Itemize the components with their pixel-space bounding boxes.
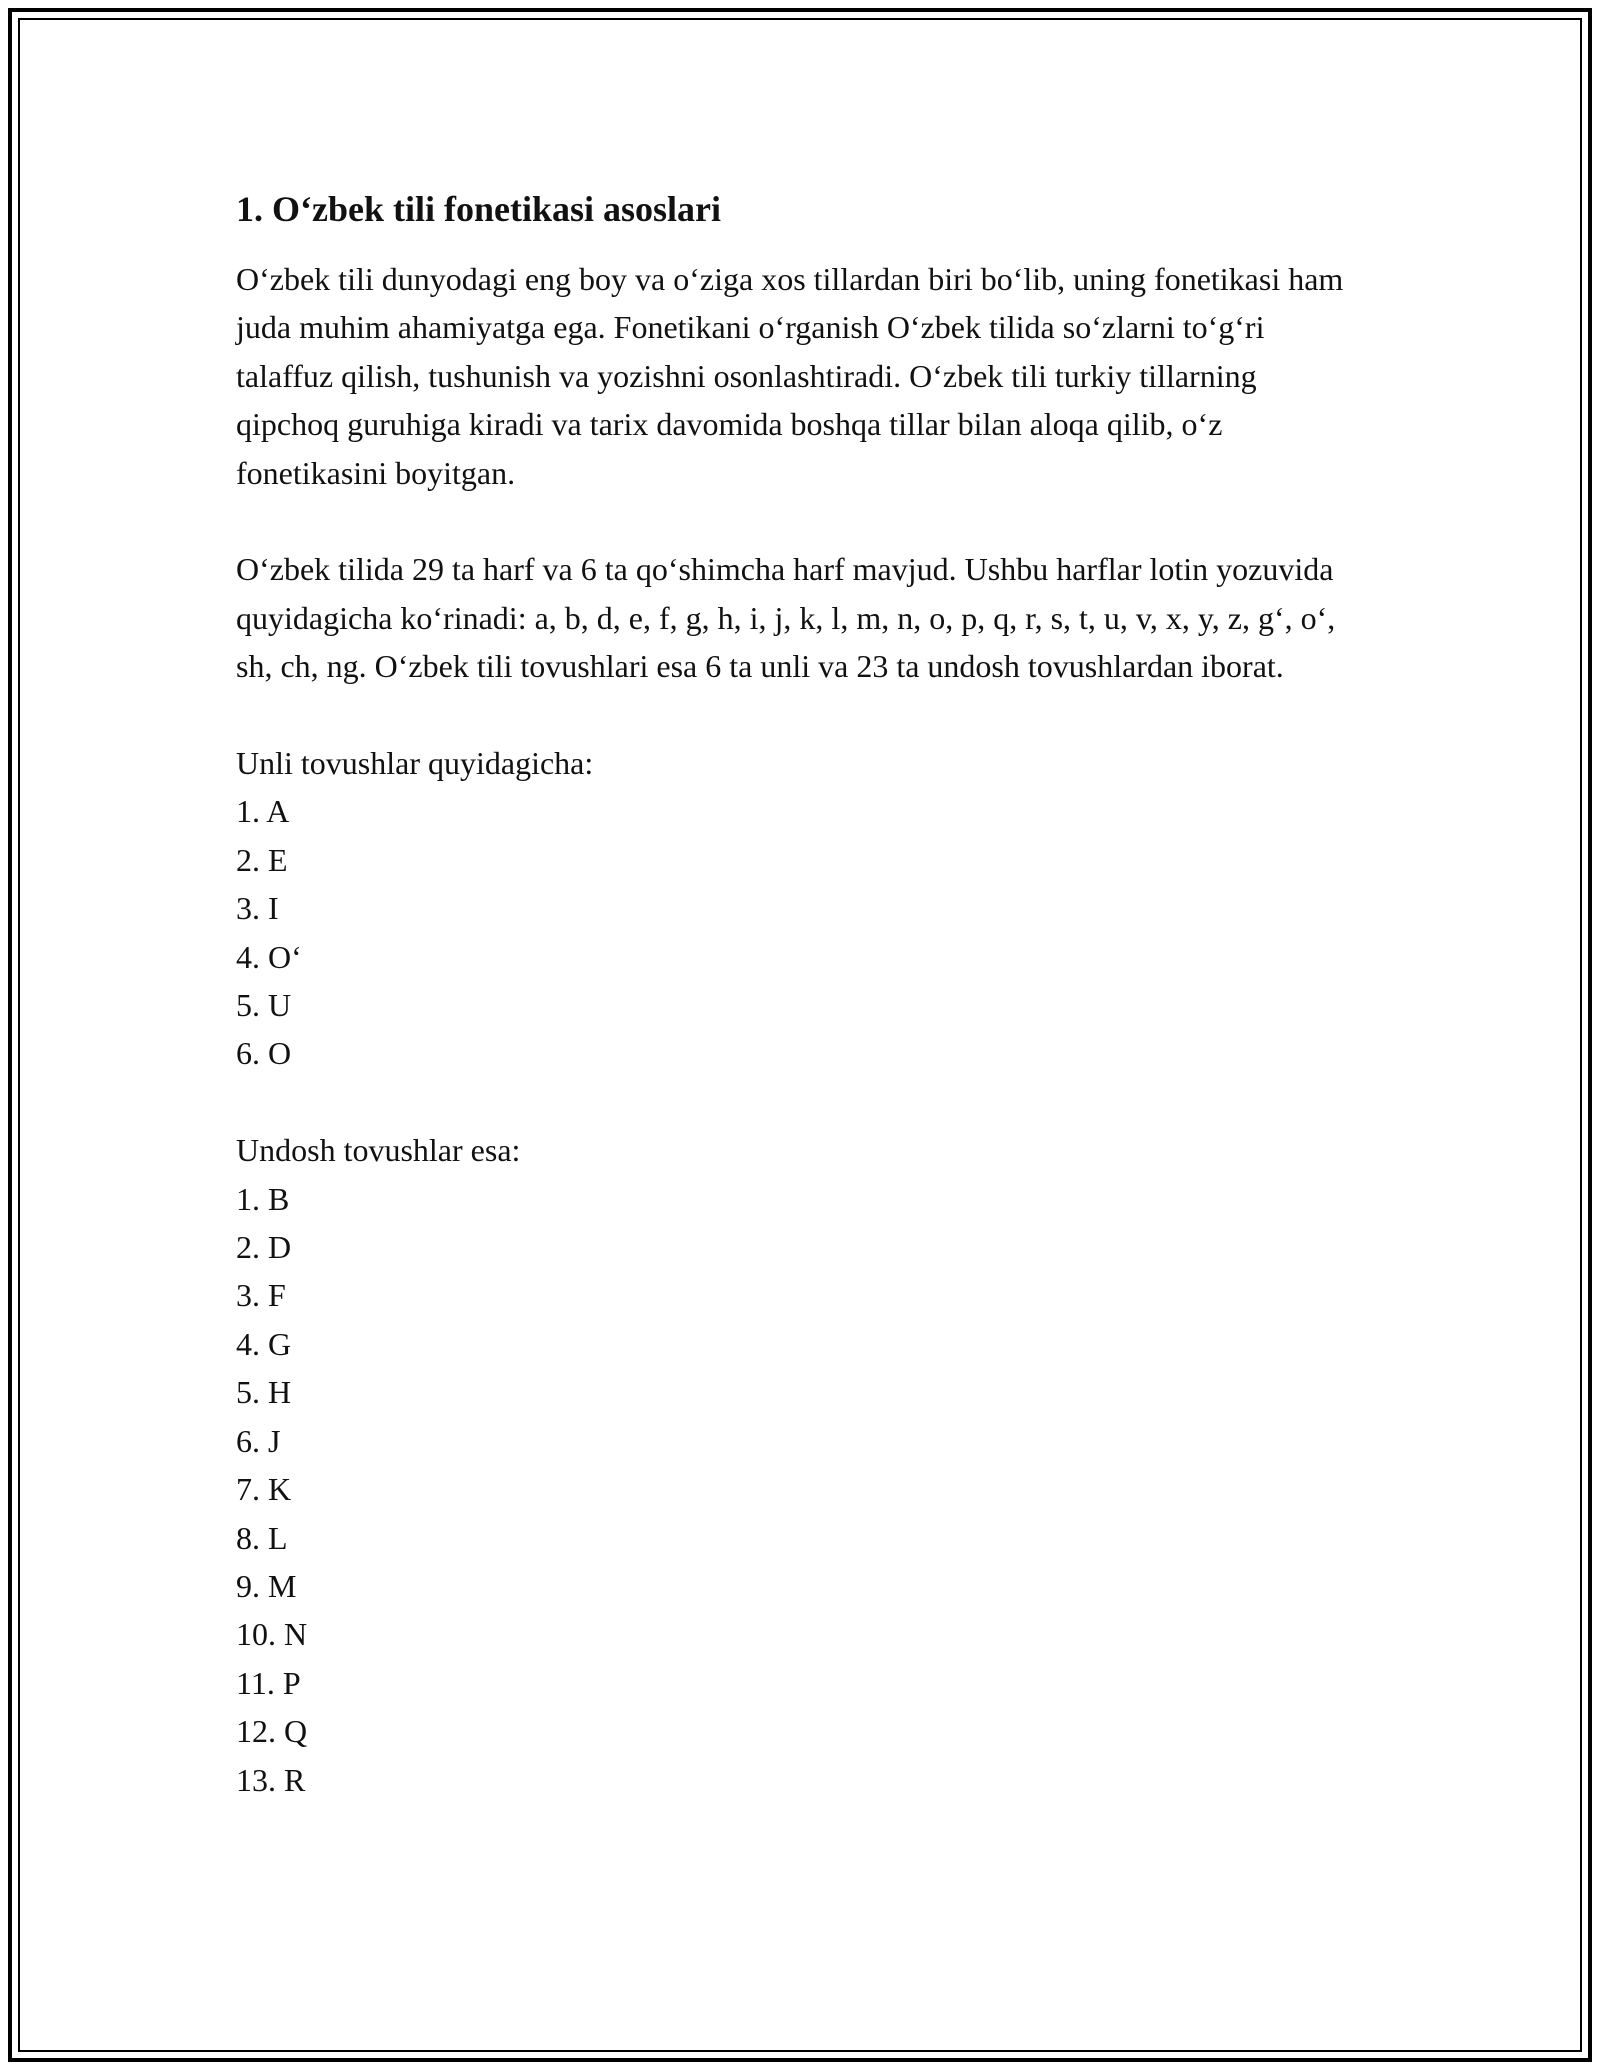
vowel-item: 1. A (236, 793, 290, 830)
consonant-item: 5. H (236, 1374, 292, 1411)
paragraph-spacer (236, 691, 1366, 739)
consonant-item: 10. N (236, 1616, 308, 1653)
vowel-item: 2. E (236, 841, 288, 878)
vowels-list (236, 787, 1366, 1077)
paragraph-intro: O‘zbek tili dunyodagi eng boy va o‘ziga xos tillardan biri bo‘lib, uning fonetikasi ham juda muhim ahamiyatga ega. Fonetikani o‘rganish O‘zbek tilida so‘zlarni to‘g‘ri talaffuz qilish, tushunish va yozishni osonlashtiradi. O‘zbek tili turkiy tillarning qipchoq guruhiga kiradi va tarix davomida boshqa tillar bilan aloqa qilib, o‘z fonetikasini boyitgan. (236, 261, 1344, 491)
vowel-item: 4. O‘ (236, 938, 302, 975)
vowel-item: 5. U (236, 987, 292, 1024)
paragraph-alphabet: O‘zbek tilida 29 ta harf va 6 ta qo‘shimcha harf mavjud. Ushbu harflar lotin yozuvida quyidagicha ko‘rinadi: a, b, d, e, f, g, h, i, j, k, l, m, n, o, p, q, r, s, t, u, v, x, y, z, g‘, o‘, sh, ch, ng. O‘zbek tili tovushlari esa 6 ta unli va 23 ta undosh tovushlardan iborat. (236, 551, 1336, 685)
consonant-item: 2. D (236, 1229, 292, 1266)
document-body (236, 185, 1366, 1804)
consonant-item: 4. G (236, 1325, 292, 1362)
paragraph-spacer (236, 1078, 1366, 1126)
consonant-item: 1. B (236, 1180, 290, 1217)
paragraph-spacer (236, 497, 1366, 545)
vowel-item: 6. O (236, 1035, 292, 1072)
section-title: 1. O‘zbek tili fonetikasi asoslari (236, 189, 721, 229)
consonant-item: 8. L (236, 1519, 288, 1556)
vowel-item: 3. I (236, 890, 279, 927)
consonants-label: Undosh tovushlar esa: (236, 1132, 521, 1169)
consonants-list (236, 1175, 1366, 1804)
consonant-item: 13. R (236, 1761, 306, 1798)
consonant-item: 7. K (236, 1471, 292, 1508)
consonant-item: 12. Q (236, 1713, 308, 1750)
consonant-item: 9. M (236, 1567, 297, 1604)
consonant-item: 3. F (236, 1277, 286, 1314)
consonant-item: 11. P (236, 1664, 301, 1701)
vowels-label: Unli tovushlar quyidagicha: (236, 745, 594, 782)
consonant-item: 6. J (236, 1422, 281, 1459)
